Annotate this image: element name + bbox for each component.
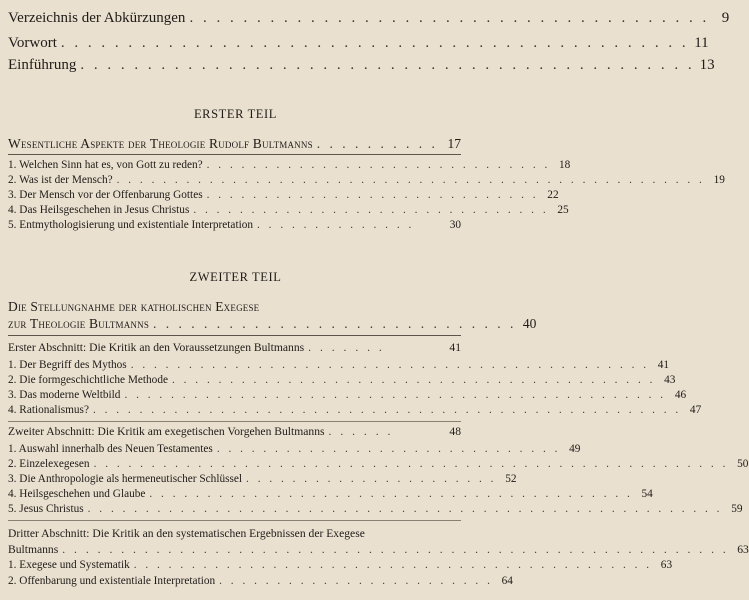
toc-entry-abkuerzungen[interactable] — [8, 10, 730, 27]
toc-entry-title: Einführung — [8, 57, 77, 73]
toc-abschnitt-title: Erster Abschnitt: Die Kritik an den Voraussetzungen Bultmanns — [8, 341, 305, 354]
toc-entry-title: 5. Jesus Christus — [8, 503, 84, 515]
toc-entry[interactable] — [8, 389, 687, 401]
toc-entry-title: 2. Was ist der Mensch? — [8, 174, 113, 186]
toc-entry-page: 22 — [547, 189, 559, 201]
toc-section-part2-line2[interactable] — [8, 316, 537, 332]
toc-entry-einfuehrung[interactable] — [8, 57, 715, 74]
leader-dots: . . . . . . . . . . . . . . . . . . . . . . . . . . . . . . . . . . . . . . . — [189, 10, 710, 26]
toc-abschnitt-1[interactable] — [8, 341, 461, 354]
toc-entry[interactable] — [8, 443, 581, 455]
toc-entry-page: 46 — [674, 389, 687, 401]
toc-section-title: Wesentliche Aspekte der Theologie Rudolf Bultmanns — [8, 136, 313, 151]
toc-entry-title: 3. Die Anthropologie als hermeneutischer Schlüssel — [8, 473, 243, 485]
toc-entry-page: 50 — [737, 458, 749, 470]
toc-entry-page: 9 — [721, 10, 730, 26]
toc-entry-title: 2. Die formgeschichtliche Methode — [8, 374, 168, 386]
toc-section-title-continued: zur Theologie Bultmanns — [8, 316, 150, 331]
toc-entry-page: 30 — [449, 219, 461, 231]
leader-dots: . . . . . . . . . . . . . . . . . . . . . . . . . . . . . . . . . . . . . . . . . . . . . . . — [60, 35, 689, 51]
toc-entry-page: 17 — [447, 136, 461, 151]
toc-entry-title: 1. Auswahl innerhalb des Neuen Testamentes — [8, 443, 213, 455]
toc-entry[interactable] — [8, 575, 513, 587]
leader-dots: . . . . . . . . . . . . . . . . . . . . . . . . . . . . . . . . . . . . . . . . . . . . . . — [80, 57, 695, 73]
toc-entry-page: 41 — [449, 341, 461, 354]
toc-entry-title: 4. Rationalismus? — [8, 404, 89, 416]
toc-entry[interactable] — [8, 359, 670, 371]
leader-dots: . . . . . . . . . . . . . . . . . . . . . . . . . . . . . . . . . . . . . . . . . . . . . . . . . . . . . . . . . — [62, 543, 729, 556]
leader-dots: . . . . . . . . . . . . . . . . . . . . . . . . . . . . . . . . . . . . . . . . . . . . . . . . . . . — [116, 174, 705, 186]
toc-entry-title: 2. Einzelexegesen — [8, 458, 90, 470]
toc-entry-title: 1. Welchen Sinn hat es, von Gott zu reden? — [8, 159, 203, 171]
toc-entry-page: 40 — [522, 316, 537, 331]
toc-entry[interactable] — [8, 404, 702, 416]
toc-entry-page: 63 — [660, 559, 673, 571]
toc-entry-title: 4. Heilsgeschehen und Glaube — [8, 488, 146, 500]
leader-dots: . . . . . . . . . . . . . . . . . . . . . . . . — [219, 575, 493, 587]
toc-entry-page: 59 — [731, 503, 743, 515]
toc-entry-title: 3. Der Mensch vor der Offenbarung Gottes — [8, 189, 203, 201]
toc-entry-title: 3. Das moderne Weltbild — [8, 389, 121, 401]
leader-dots: . . . . . . . . . . . . . . . . . . . . . . . . . . . . . . . . . . . . . . . . . . — [149, 488, 633, 500]
toc-section-part1[interactable] — [8, 136, 461, 152]
part-heading-zweiter-teil: ZWEITER TEIL — [189, 270, 282, 284]
toc-entry-vorwort[interactable] — [8, 35, 709, 52]
leader-dots: . . . . . . . . . . . . . . . . . . . . . . . . . . . . . — [153, 316, 517, 331]
toc-entry[interactable] — [8, 174, 725, 186]
leader-dots: . . . . . . . . . . . . . . . . . . . . . . . . . . . . . . — [206, 159, 551, 171]
toc-entry-title: Verzeichnis der Abkürzungen — [8, 10, 186, 26]
toc-entry-page: 64 — [501, 575, 513, 587]
toc-abschnitt-title: Dritter Abschnitt: Die Kritik an den systematischen Ergebnissen der Exegese — [8, 527, 365, 540]
toc-entry-title: 5. Entmythologisierung und existentiale Interpretation — [8, 219, 254, 231]
section-divider — [8, 520, 461, 521]
toc-entry[interactable] — [8, 189, 559, 201]
toc-entry[interactable] — [8, 488, 653, 500]
leader-dots: . . . . . . . . . . . . . . . . . . . . . . . . . . . . . . . . . . . . . . . . . . . . . — [130, 359, 650, 371]
toc-entry-title: 1. Exegese und Systematik — [8, 559, 130, 571]
toc-entry-page: 19 — [713, 174, 725, 186]
toc-entry-page: 18 — [559, 159, 571, 171]
toc-abschnitt-3-line2[interactable] — [8, 543, 749, 556]
toc-entry-page: 47 — [689, 404, 702, 416]
toc-entry[interactable] — [8, 159, 571, 171]
toc-entry-page: 43 — [664, 374, 676, 386]
toc-entry[interactable] — [8, 473, 517, 485]
section-divider — [8, 154, 461, 155]
leader-dots: . . . . . . . . . . . . . . — [257, 219, 415, 231]
toc-entry-title: 2. Offenbarung und existentiale Interpretation — [8, 575, 216, 587]
leader-dots: . . . . . . . . . . . . . . . . . . . . . . — [246, 473, 497, 485]
leader-dots: . . . . . . . . . . . . . . . . . . . . . . . . . . . . . . . . . . . . . . . . . . . . . . . — [124, 389, 667, 401]
toc-entry-page: 11 — [694, 35, 709, 51]
leader-dots: . . . . . . . . . . . . . . . . . . . . . . . . . . . . . . . . . . . . . . . . . . . . . . . . . . . — [92, 404, 682, 416]
leader-dots: . . . . . . . . . . . . . . . . . . . . . . . . . . . . . — [206, 189, 539, 201]
toc-entry-page: 49 — [569, 443, 581, 455]
toc-entry[interactable] — [8, 559, 673, 571]
leader-dots: . . . . . . . . . . . . . . . . . . . . . . . . . . . . . . . . . . . . . . . . . . . . . . . . . . . . . . . — [93, 458, 729, 470]
toc-abschnitt-title-continued: Bultmanns — [8, 543, 59, 556]
toc-entry-page: 52 — [505, 473, 517, 485]
leader-dots: . . . . . . . — [308, 341, 385, 354]
toc-entry-page: 25 — [557, 204, 569, 216]
leader-dots: . . . . . . . . . . . . . . . . . . . . . . . . . . . . . . . . . . . . . . . . . . . . . . . . . . . . . . . — [87, 503, 723, 515]
toc-entry[interactable] — [8, 204, 569, 216]
toc-entry-title: 1. Der Begriff des Mythos — [8, 359, 127, 371]
leader-dots: . . . . . . — [328, 425, 394, 438]
toc-abschnitt-3-line1[interactable] — [8, 527, 461, 540]
part-heading-erster-teil: ERSTER TEIL — [193, 107, 278, 121]
toc-section-part2-line1[interactable] — [8, 299, 461, 315]
toc-entry-title: 4. Das Heilsgeschehen in Jesus Christus — [8, 204, 190, 216]
toc-entry[interactable] — [8, 458, 749, 470]
leader-dots: . . . . . . . . . . . . . . . . . . . . . . . . . . . . . . — [216, 443, 561, 455]
toc-entry-page: 13 — [699, 57, 715, 73]
toc-entry-page: 54 — [641, 488, 653, 500]
section-divider — [8, 335, 461, 336]
toc-section-title: Die Stellungnahme der katholischen Exegese — [8, 299, 260, 314]
toc-entry[interactable] — [8, 374, 676, 386]
toc-abschnitt-title: Zweiter Abschnitt: Die Kritik am exegetischen Vorgehen Bultmanns — [8, 425, 325, 438]
toc-abschnitt-2[interactable] — [8, 425, 461, 438]
toc-entry[interactable] — [8, 503, 743, 515]
toc-entry-page: 48 — [449, 425, 461, 438]
toc-entry-page: 63 — [737, 543, 749, 556]
leader-dots: . . . . . . . . . . . . . . . . . . . . . . . . . . . . . . . . . . . . . . . . . . . . . — [133, 559, 653, 571]
leader-dots: . . . . . . . . . . . . . . . . . . . . . . . . . . . . . . . . . . . . . . . . . . — [172, 374, 656, 386]
toc-entry-title: Vorwort — [8, 35, 57, 51]
section-divider — [8, 421, 461, 422]
leader-dots: . . . . . . . . . . . . . . . . . . . . . . . . . . . . . . . — [193, 204, 549, 216]
toc-entry-page: 41 — [657, 359, 670, 371]
leader-dots: . . . . . . . . . . — [316, 136, 438, 151]
toc-entry[interactable] — [8, 219, 461, 231]
